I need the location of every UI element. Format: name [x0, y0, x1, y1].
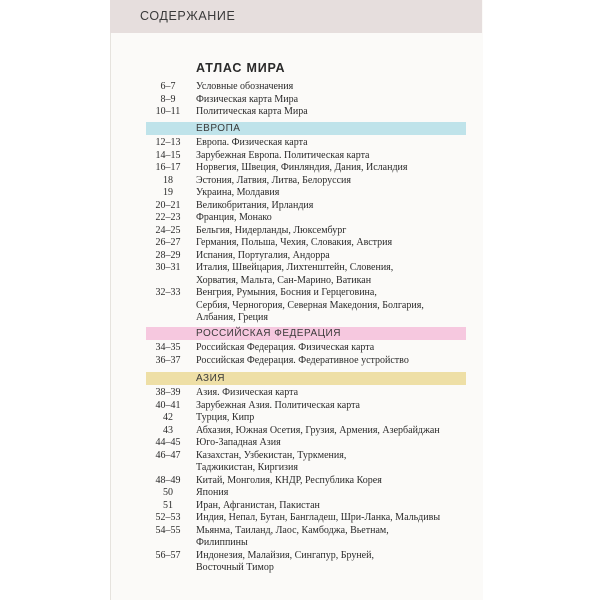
- toc-row: [146, 400, 476, 413]
- toc-row: [146, 300, 476, 313]
- toc-page-range: 26–27: [155, 237, 181, 248]
- toc-row: [146, 512, 476, 525]
- section-band: [146, 327, 466, 340]
- toc-row: [146, 450, 476, 463]
- toc-entry-title: Российская Федерация. Физическая карта: [196, 342, 375, 353]
- toc-row: [146, 312, 476, 325]
- toc-entry-title: Сербия, Черногория, Северная Македония, Болгария,: [196, 299, 424, 311]
- toc-page-range: 8–9: [160, 93, 176, 105]
- toc-page-range: 52–53: [155, 512, 181, 523]
- toc-row: [146, 262, 476, 275]
- toc-entry-title: Испания, Португалия, Андорра: [196, 249, 330, 261]
- toc-row: [146, 187, 476, 200]
- toc-page-range: 40–41: [155, 399, 181, 411]
- toc-entry-title: Великобритания, Ирландия: [196, 199, 314, 211]
- toc-page-range: 16–17: [155, 162, 181, 173]
- toc-page-range: 20–21: [155, 199, 181, 211]
- toc-row: [146, 106, 476, 119]
- toc-page-range: 44–45: [155, 437, 181, 448]
- toc-row: [146, 175, 476, 188]
- toc-row: [146, 275, 476, 288]
- toc-row: [146, 237, 476, 250]
- toc-entry-title: Китай, Монголия, КНДР, Республика Корея: [196, 474, 382, 486]
- toc-row: [146, 225, 476, 238]
- toc-row: [146, 212, 476, 225]
- header-title: СОДЕРЖАНИЕ: [140, 9, 236, 23]
- toc-entry-title: Венгрия, Румыния, Босния и Герцеговина,: [196, 287, 377, 298]
- toc-row: [146, 487, 476, 500]
- toc-entry-title: Украина, Молдавия: [196, 187, 280, 198]
- toc-entry-title: Хорватия, Мальта, Сан-Марино, Ватикан: [196, 274, 372, 286]
- toc-page-range: 51: [163, 499, 173, 511]
- toc-row: [146, 162, 476, 175]
- toc-row: [146, 550, 476, 563]
- toc-entry-title: Юго-Западная Азия: [196, 437, 281, 448]
- toc-entry-title: Мьянма, Таиланд, Лаос, Камбоджа, Вьетнам,: [196, 524, 389, 536]
- toc-entry-title: Российская Федерация. Федеративное устройство: [196, 354, 409, 366]
- toc-page-range: 50: [163, 487, 173, 498]
- toc-row: [146, 342, 476, 355]
- toc-entry-title: Индонезия, Малайзия, Сингапур, Бруней,: [196, 549, 374, 561]
- section-band: [146, 372, 466, 385]
- toc-entry-title: Филиппины: [196, 537, 248, 548]
- toc-row: [146, 137, 476, 150]
- toc-page-range: 24–25: [155, 224, 181, 236]
- toc-entry-title: Зарубежная Европа. Политическая карта: [196, 149, 370, 161]
- toc-page-range: 14–15: [155, 149, 181, 161]
- toc-row: [146, 462, 476, 475]
- toc-row: [146, 437, 476, 450]
- toc-entry-title: Германия, Польша, Чехия, Словакия, Австрия: [196, 237, 393, 248]
- toc-entry-title: Азия. Физическая карта: [196, 387, 299, 398]
- toc-row: [146, 500, 476, 513]
- toc-row: [146, 425, 476, 438]
- toc-row: [146, 475, 476, 488]
- toc-page-range: 18: [163, 174, 173, 186]
- toc-entry-title: Абхазия, Южная Осетия, Грузия, Армения, Азербайджан: [196, 424, 440, 436]
- toc-entry-title: Условные обозначения: [196, 81, 294, 92]
- toc-entry-title: Эстония, Латвия, Литва, Белоруссия: [196, 174, 351, 186]
- atlas-title: АТЛАС МИРА: [196, 61, 286, 75]
- toc-entry-title: Бельгия, Нидерланды, Люксембург: [196, 224, 347, 236]
- toc-row: [146, 250, 476, 263]
- toc-page-range: 19: [163, 187, 173, 198]
- toc-entry-title: Индия, Непал, Бутан, Бангладеш, Шри-Ланка, Мальдивы: [196, 512, 441, 523]
- toc-page-range: 54–55: [155, 524, 181, 536]
- toc-entry-title: Политическая карта Мира: [196, 106, 308, 117]
- toc-entry-title: Норвегия, Швеция, Финляндия, Дания, Исландия: [196, 162, 408, 173]
- toc-entry-title: Европа. Физическая карта: [196, 137, 308, 148]
- toc-entry-title: Япония: [196, 487, 229, 498]
- toc-page-range: 10–11: [155, 106, 181, 117]
- toc-entry-title: Восточный Тимор: [196, 562, 274, 573]
- toc-row: [146, 525, 476, 538]
- toc-page-range: 56–57: [155, 549, 181, 561]
- section-band: [146, 122, 466, 135]
- toc-entry-title: Казахстан, Узбекистан, Туркмения,: [196, 449, 347, 461]
- toc-page-range: 48–49: [155, 474, 181, 486]
- toc-entry-title: Турция, Кипр: [196, 412, 255, 423]
- toc-page-range: 22–23: [155, 212, 181, 223]
- page-gutter: [0, 0, 110, 600]
- toc-entry-title: Франция, Монако: [196, 212, 272, 223]
- toc-entry-title: Зарубежная Азия. Политическая карта: [196, 399, 360, 411]
- contents-header: [110, 0, 482, 33]
- toc-row: [146, 150, 476, 163]
- toc-entry-title: Физическая карта Мира: [196, 93, 299, 105]
- section-label: ЕВРОПА: [196, 123, 241, 134]
- toc-entry-title: Албания, Греция: [196, 312, 268, 323]
- toc-entry-title: Иран, Афганистан, Пакистан: [196, 499, 320, 511]
- section-label: РОССИЙСКАЯ ФЕДЕРАЦИЯ: [196, 328, 341, 339]
- toc-page-range: 46–47: [155, 449, 181, 461]
- toc-page-range: 38–39: [155, 387, 181, 398]
- toc-entry-title: Италия, Швейцария, Лихтенштейн, Словения,: [196, 262, 394, 273]
- toc-page-range: 6–7: [160, 81, 176, 92]
- toc-row: [146, 537, 476, 550]
- toc-page-range: 43: [163, 424, 173, 436]
- toc-entry-title: Таджикистан, Киргизия: [196, 462, 298, 473]
- toc-row: [146, 94, 476, 107]
- toc-row: [146, 387, 476, 400]
- toc-row: [146, 562, 476, 575]
- toc-page-range: 36–37: [155, 354, 181, 366]
- toc-row: [146, 200, 476, 213]
- toc-page-range: 30–31: [155, 262, 181, 273]
- toc-row: [146, 355, 476, 368]
- toc-page-range: 42: [163, 412, 173, 423]
- toc-row: [146, 412, 476, 425]
- toc-page-range: 32–33: [155, 287, 181, 298]
- toc-row: [146, 81, 476, 94]
- toc-page-range: 28–29: [155, 249, 181, 261]
- toc-page-range: 12–13: [155, 137, 181, 148]
- section-label: АЗИЯ: [196, 373, 226, 384]
- toc-row: [146, 287, 476, 300]
- toc-page-range: 34–35: [155, 342, 181, 353]
